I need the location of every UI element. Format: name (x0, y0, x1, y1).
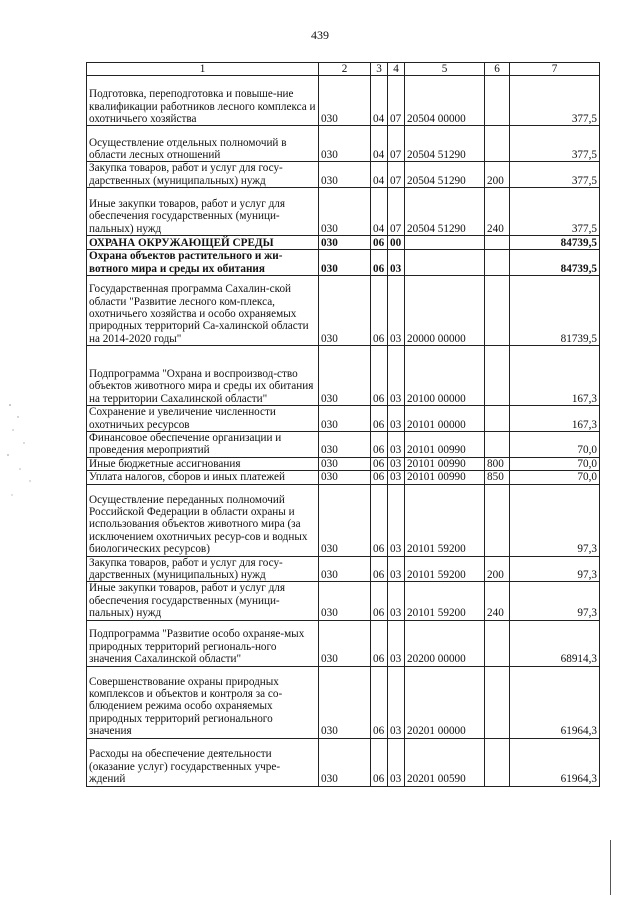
section-cell: 04 (371, 162, 388, 188)
section-cell: 04 (371, 76, 388, 126)
target-article-cell (405, 250, 485, 276)
target-article-cell: 20200 00000 (405, 620, 485, 666)
target-article-cell: 20101 59200 (405, 582, 485, 620)
table-row (87, 250, 600, 276)
table-row (87, 484, 600, 556)
table-row (87, 346, 600, 406)
admin-code-cell: 030 (319, 126, 371, 162)
expense-type-cell (485, 620, 510, 666)
section-cell: 04 (371, 126, 388, 162)
row-name-cell: Подпрограмма "Охрана и воспроизвод-ство объектов животного мира и среды их обитания на территории Сахалинской области" (87, 346, 319, 406)
target-article-cell: 20201 00590 (405, 738, 485, 786)
table-row (87, 620, 600, 666)
section-cell: 06 (371, 276, 388, 346)
row-name-cell: Сохранение и увеличение численности охотничьих ресурсов (87, 406, 319, 432)
target-article-cell: 20201 00000 (405, 666, 485, 738)
section-cell: 06 (371, 457, 388, 470)
column-header: 4 (388, 63, 405, 76)
amount-cell: 377,5 (510, 162, 600, 188)
expense-type-cell: 800 (485, 457, 510, 470)
budget-table (86, 62, 600, 787)
table-row (87, 738, 600, 786)
subsection-cell: 07 (388, 188, 405, 236)
amount-cell: 167,3 (510, 346, 600, 406)
section-cell: 06 (371, 432, 388, 458)
row-name-cell: Иные бюджетные ассигнования (87, 457, 319, 470)
admin-code-cell: 030 (319, 432, 371, 458)
column-header: 6 (485, 63, 510, 76)
section-cell: 06 (371, 582, 388, 620)
amount-cell: 97,3 (510, 484, 600, 556)
row-name-cell: Охрана объектов растительного и жи-вотного мира и среды их обитания (87, 250, 319, 276)
table-row (87, 126, 600, 162)
amount-cell: 70,0 (510, 432, 600, 458)
section-cell: 06 (371, 471, 388, 484)
table-row (87, 236, 600, 250)
row-name-cell: Иные закупки товаров, работ и услуг для обеспечения государственных (муници-пальных) нужд (87, 188, 319, 236)
target-article-cell: 20101 00000 (405, 406, 485, 432)
target-article-cell: 20100 00000 (405, 346, 485, 406)
section-cell: 06 (371, 620, 388, 666)
table-row (87, 666, 600, 738)
table-row (87, 162, 600, 188)
section-cell: 06 (371, 738, 388, 786)
target-article-cell (405, 236, 485, 250)
admin-code-cell: 030 (319, 250, 371, 276)
table-row (87, 582, 600, 620)
subsection-cell: 03 (388, 738, 405, 786)
subsection-cell: 03 (388, 582, 405, 620)
admin-code-cell: 030 (319, 276, 371, 346)
admin-code-cell: 030 (319, 236, 371, 250)
page-number: 439 (311, 28, 329, 42)
admin-code-cell: 030 (319, 666, 371, 738)
amount-cell: 81739,5 (510, 276, 600, 346)
admin-code-cell: 030 (319, 484, 371, 556)
row-name-cell: Подпрограмма "Развитие особо охраняе-мых природных территорий региональ-ного значения Сахалинской области" (87, 620, 319, 666)
expense-type-cell: 240 (485, 582, 510, 620)
section-cell: 06 (371, 666, 388, 738)
subsection-cell: 03 (388, 250, 405, 276)
amount-cell: 61964,3 (510, 666, 600, 738)
expense-type-cell (485, 738, 510, 786)
expense-type-cell: 200 (485, 162, 510, 188)
expense-type-cell (485, 236, 510, 250)
row-name-cell: Государственная программа Сахалин-ской области "Развитие лесного ком-плекса, охотничьего хозяйства и особо охраняемых природных территорий Са-халинской области на 2014-2020 годы" (87, 276, 319, 346)
section-cell: 06 (371, 250, 388, 276)
table-row (87, 76, 600, 126)
row-name-cell: Расходы на обеспечение деятельности (оказание услуг) государственных учре-ждений (87, 738, 319, 786)
admin-code-cell: 030 (319, 457, 371, 470)
subsection-cell: 07 (388, 76, 405, 126)
expense-type-cell (485, 432, 510, 458)
row-name-cell: Совершенствование охраны природных комплексов и объектов и контроля за со-блюдением режима особо охраняемых природных территорий регионального значения (87, 666, 319, 738)
section-cell: 06 (371, 236, 388, 250)
row-name-cell: ОХРАНА ОКРУЖАЮЩЕЙ СРЕДЫ (87, 236, 319, 250)
target-article-cell: 20504 51290 (405, 188, 485, 236)
expense-type-cell (485, 276, 510, 346)
column-header: 2 (319, 63, 371, 76)
scan-margin-line (610, 840, 611, 895)
admin-code-cell: 030 (319, 346, 371, 406)
admin-code-cell: 030 (319, 582, 371, 620)
row-name-cell: Подготовка, переподготовка и повыше-ние квалификации работников лесного комплекса и охотничьего хозяйства (87, 76, 319, 126)
target-article-cell: 20101 00990 (405, 432, 485, 458)
row-name-cell: Финансовое обеспечение организации и проведения мероприятий (87, 432, 319, 458)
expense-type-cell (485, 76, 510, 126)
table-row (87, 457, 600, 470)
expense-type-cell: 850 (485, 471, 510, 484)
row-name-cell: Закупка товаров, работ и услуг для госу-дарственных (муниципальных) нужд (87, 162, 319, 188)
column-header: 5 (405, 63, 485, 76)
admin-code-cell: 030 (319, 162, 371, 188)
target-article-cell: 20504 00000 (405, 76, 485, 126)
table-body (87, 76, 600, 786)
subsection-cell: 03 (388, 346, 405, 406)
amount-cell: 377,5 (510, 188, 600, 236)
admin-code-cell: 030 (319, 76, 371, 126)
subsection-cell: 00 (388, 236, 405, 250)
amount-cell: 167,3 (510, 406, 600, 432)
subsection-cell: 03 (388, 620, 405, 666)
amount-cell: 70,0 (510, 471, 600, 484)
amount-cell: 97,3 (510, 582, 600, 620)
table-row (87, 471, 600, 484)
expense-type-cell (485, 126, 510, 162)
target-article-cell: 20101 59200 (405, 484, 485, 556)
column-header: 3 (371, 63, 388, 76)
amount-cell: 377,5 (510, 76, 600, 126)
scan-noise (4, 395, 44, 515)
amount-cell: 84739,5 (510, 250, 600, 276)
expense-type-cell: 200 (485, 556, 510, 582)
expense-type-cell (485, 346, 510, 406)
expense-type-cell: 240 (485, 188, 510, 236)
row-name-cell: Иные закупки товаров, работ и услуг для обеспечения государственных (муници-пальных) нужд (87, 582, 319, 620)
table-row (87, 406, 600, 432)
table-row (87, 556, 600, 582)
subsection-cell: 03 (388, 666, 405, 738)
target-article-cell: 20101 00990 (405, 457, 485, 470)
column-header: 1 (87, 63, 319, 76)
subsection-cell: 03 (388, 457, 405, 470)
row-name-cell: Закупка товаров, работ и услуг для госу-дарственных (муниципальных) нужд (87, 556, 319, 582)
section-cell: 04 (371, 188, 388, 236)
amount-cell: 377,5 (510, 126, 600, 162)
section-cell: 06 (371, 406, 388, 432)
subsection-cell: 07 (388, 162, 405, 188)
subsection-cell: 07 (388, 126, 405, 162)
admin-code-cell: 030 (319, 556, 371, 582)
row-name-cell: Уплата налогов, сборов и иных платежей (87, 471, 319, 484)
amount-cell: 84739,5 (510, 236, 600, 250)
subsection-cell: 03 (388, 484, 405, 556)
expense-type-cell (485, 666, 510, 738)
header-row (87, 63, 600, 76)
admin-code-cell: 030 (319, 406, 371, 432)
section-cell: 06 (371, 556, 388, 582)
subsection-cell: 03 (388, 276, 405, 346)
target-article-cell: 20101 00990 (405, 471, 485, 484)
section-cell: 06 (371, 346, 388, 406)
expense-type-cell (485, 406, 510, 432)
amount-cell: 61964,3 (510, 738, 600, 786)
subsection-cell: 03 (388, 471, 405, 484)
target-article-cell: 20101 59200 (405, 556, 485, 582)
section-cell: 06 (371, 484, 388, 556)
amount-cell: 70,0 (510, 457, 600, 470)
target-article-cell: 20504 51290 (405, 126, 485, 162)
admin-code-cell: 030 (319, 738, 371, 786)
expense-type-cell (485, 250, 510, 276)
target-article-cell: 20504 51290 (405, 162, 485, 188)
admin-code-cell: 030 (319, 188, 371, 236)
admin-code-cell: 030 (319, 471, 371, 484)
subsection-cell: 03 (388, 556, 405, 582)
table-row (87, 276, 600, 346)
expense-type-cell (485, 484, 510, 556)
amount-cell: 68914,3 (510, 620, 600, 666)
amount-cell: 97,3 (510, 556, 600, 582)
table-row (87, 432, 600, 458)
column-header: 7 (510, 63, 600, 76)
target-article-cell: 20000 00000 (405, 276, 485, 346)
subsection-cell: 03 (388, 432, 405, 458)
subsection-cell: 03 (388, 406, 405, 432)
row-name-cell: Осуществление переданных полномочий Российской Федерации в области охраны и использования объектов животного мира (за исключением охотничьих ресур-сов и водных биологических ресурсов) (87, 484, 319, 556)
admin-code-cell: 030 (319, 620, 371, 666)
row-name-cell: Осуществление отдельных полномочий в области лесных отношений (87, 126, 319, 162)
table-row (87, 188, 600, 236)
